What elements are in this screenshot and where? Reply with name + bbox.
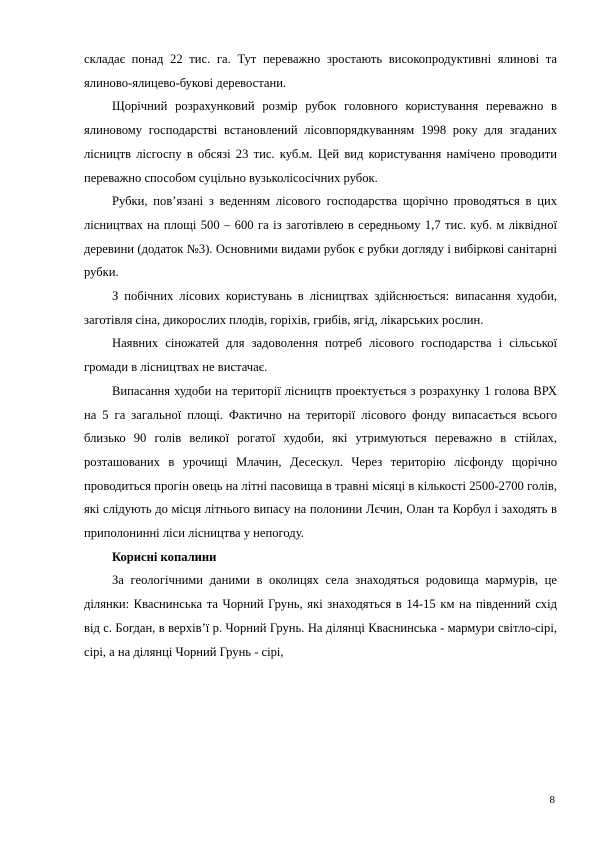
section-heading: Корисні копалини bbox=[112, 549, 217, 564]
paragraph-5: Наявних сіножатей для задоволення потреб лісового господарства і сільської громади в лісництвах не вистачає. bbox=[84, 336, 557, 375]
paragraph-3: Рубки, пов’язані з веденням лісового господарства щорічно проводяться в цих лісництвах на площі 500 – 600 га із заготівлею в середньому 1,7 тис. куб. м ліквідної деревини (додаток №3). Основними видами рубок є рубки догляду і вибіркові санітарні рубки. bbox=[84, 194, 557, 280]
paragraph-7: За геологічними даними в околицях села знаходяться родовища мармурів, це ділянки: Кваснинська та Чорний Грунь, які знаходяться в 14-15 км на південний схід від с. Богдан, в верхів’ї р. Чорний Грунь. На ділянці Кваснинська - мармури світло-сірі, сірі, а на ділянці Чорний Грунь - сірі, bbox=[84, 573, 557, 659]
document-body bbox=[84, 48, 557, 664]
page-number: 8 bbox=[549, 794, 555, 806]
paragraph-4: З побічних лісових користувань в лісництвах здійснюється: випасання худоби, заготівля сіна, дикорослих плодів, горіхів, грибів, ягід, лікарських рослин. bbox=[84, 289, 557, 327]
paragraph-1: складає понад 22 тис. га. Тут переважно зростають високопродуктивні ялинові та ялиново-ялицево-букові деревостани. bbox=[84, 52, 557, 90]
paragraph-6: Випасання худоби на території лісництв проектується з розрахунку 1 голова ВРХ на 5 га загальної площі. Фактично на території лісового фонду випасається всього близько 90 голів великої рогатої худоби, які утримуються переважно в стійлах, розташованих в урочищі Млачин, Десескул. Через територію лісфонду щорічно проводиться прогін овець на літні пасовища в травні місяці в кількості 2500-2700 голів, які слідують до місця літнього випасу на полонини Лєчин, Олан та Корбул і заходять в приполонинні ліси лісництва у непогоду. bbox=[84, 383, 557, 541]
paragraph-2: Щорічний розрахунковий розмір рубок головного користування переважно в ялиновому господарстві встановлений лісовпорядкуванням 1998 року для згаданих лісництв лісгоспу в обсязі 23 тис. куб.м. Цей вид користування намічено проводити переважно способом суцільно вузьколісосічних рубок. bbox=[84, 99, 557, 185]
